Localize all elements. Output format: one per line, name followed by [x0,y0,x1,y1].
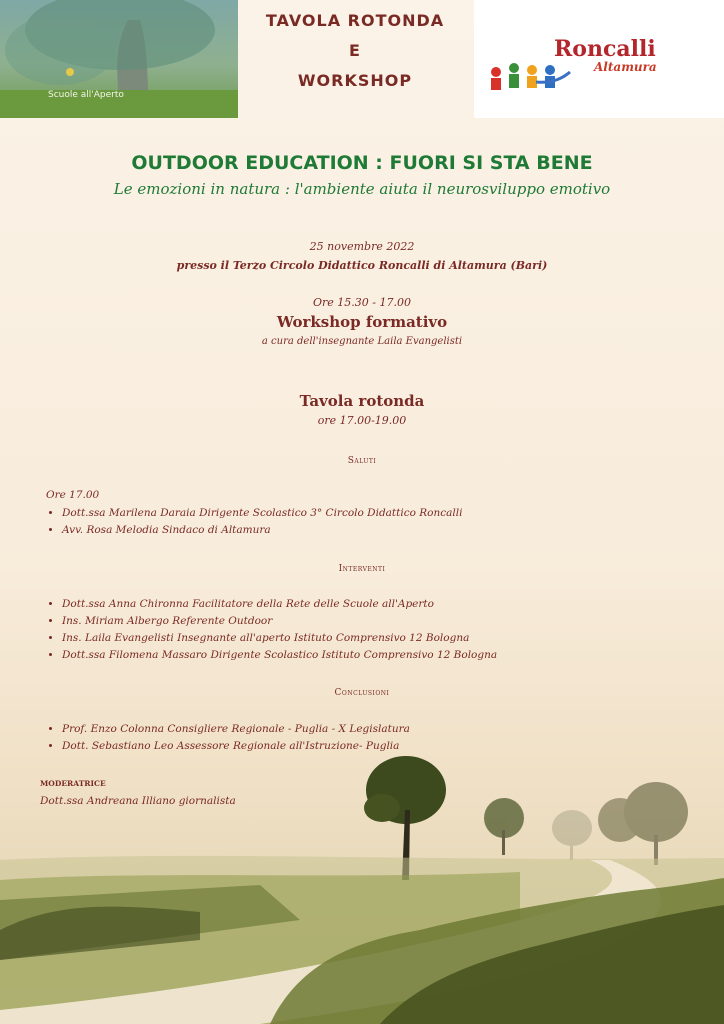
list-item: • Dott.ssa Filomena Massaro Dirigente Scolastico Istituto Comprensivo 12 Bologna [62,647,497,664]
list-item: • Prof. Enzo Colonna Consigliere Regionale - Puglia - X Legislatura [62,721,410,738]
tree-icon [598,782,688,865]
tree-icon [484,798,524,855]
section-saluti-title: Saluti [347,456,377,466]
school-label: Scuole all'Aperto [48,90,124,100]
tree-icon [552,810,592,860]
list-item: • Avv. Rosa Melodia Sindaco di Altamura [62,522,462,539]
list-item: • Ins. Miriam Albergo Referente Outdoor [62,613,497,630]
heading-line-1: TAVOLA ROTONDA [265,11,445,30]
heading-line-2: E [349,41,361,60]
list-item: • Ins. Laila Evangelisti Insegnante all'aperto Istituto Comprensivo 12 Bologna [62,630,497,647]
main-title: OUTDOOR EDUCATION : FUORI SI STA BENE [131,152,593,174]
saluti-time: Ore 17.00 [46,489,100,501]
list-item: • Dott. Sebastiano Leo Assessore Regionale all'Istruzione- Puglia [62,738,410,755]
event-date: 25 novembre 2022 [309,240,415,253]
logo-text: Roncalli [554,36,656,62]
workshop-time: Ore 15.30 - 17.00 [313,296,411,309]
section-conclusioni-title: Conclusioni [334,688,390,698]
list-item: • Dott.ssa Anna Chironna Facilitatore della Rete delle Scuole all'Aperto [62,596,497,613]
list-item: • Dott.ssa Marilena Daraia Dirigente Scolastico 3° Circolo Didattico Roncalli [62,505,462,522]
logo-subtext: Altamura [594,60,657,74]
workshop-by: a cura dell'insegnante Laila Evangelisti [261,336,463,347]
heading-line-3: WORKSHOP [297,71,413,90]
moderator-label: MODERATRICE [40,779,106,788]
moderator-name: Dott.ssa Andreana Illiano giornalista [40,795,236,807]
roundtable-time: ore 17.00-19.00 [317,414,407,427]
workshop-title: Workshop formativo [276,313,448,331]
event-place: presso il Terzo Circolo Didattico Roncalli di Altamura (Bari) [176,259,548,272]
subtitle: Le emozioni in natura : l'ambiente aiuta il neurosviluppo emotivo [113,180,611,198]
roundtable-title: Tavola rotonda [299,392,425,410]
section-interventi-title: Interventi [338,564,386,574]
